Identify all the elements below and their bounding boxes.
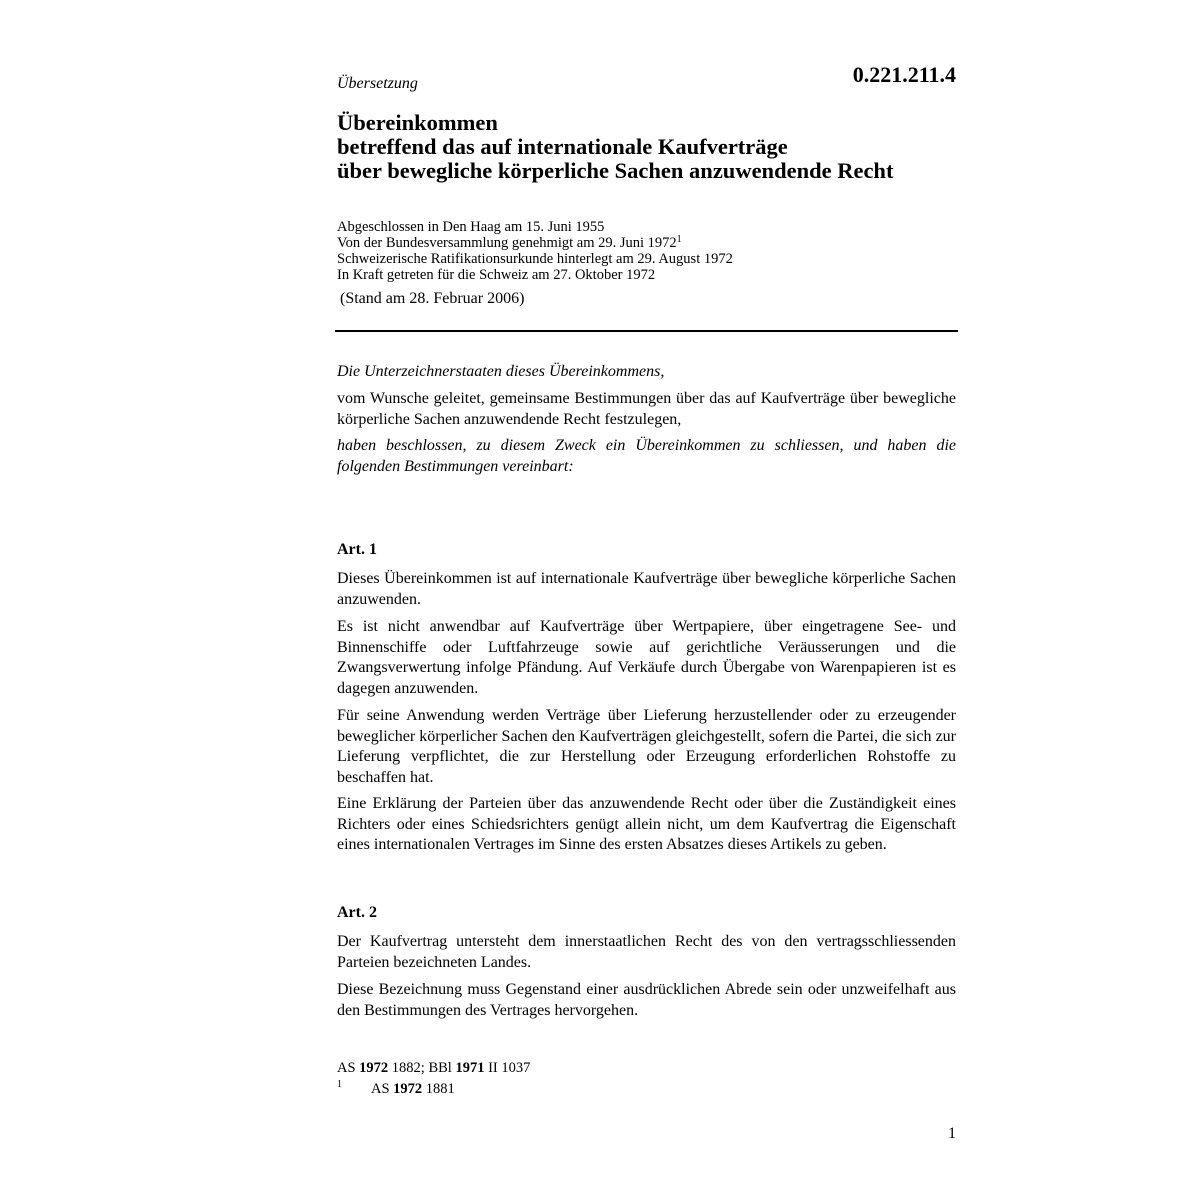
translation-label: Übersetzung (337, 75, 418, 92)
article-1-paragraph-2: Es ist nicht anwendbar auf Kaufverträge über Wertpapiere, über eingetragene See- und Binnenschiffe oder Luftfahrzeuge sowie auf gerichtliche Veräusserungen und die Zwangsverwertung infolge Pfändung. Auf Verkäufe durch Übergabe von Warenpapieren ist es dagegen anzuwenden. (337, 618, 956, 697)
title-line-2: betreffend das auf internationale Kaufverträge (337, 134, 788, 159)
bbl-label: BBl (428, 1060, 452, 1076)
fn1-as-label: AS (371, 1081, 390, 1097)
article-1-paragraph-1: Dieses Übereinkommen ist auf internationale Kaufverträge über bewegliche körperliche Sachen anzuwenden. (337, 570, 956, 608)
header-divider (335, 330, 958, 332)
treaty-metadata (337, 219, 733, 283)
preamble-resolution: haben beschlossen, zu diesem Zweck ein Übereinkommen zu schliessen, und haben die folgenden Bestimmungen vereinbart: (337, 437, 956, 475)
as-label: AS (337, 1060, 356, 1076)
article-2-heading: Art. 2 (337, 904, 377, 921)
footnote-1 (337, 1079, 637, 1099)
as-year: 1972 (359, 1060, 389, 1076)
footnote-1-mark: 1 (337, 1079, 342, 1090)
article-2-paragraph-2: Diese Bezeichnung muss Gegenstand einer ausdrücklichen Abrede sein oder unzweifelhaft aus den Bestimmungen des Vertrages hervorgehen. (337, 981, 956, 1019)
article-1-paragraph-4: Eine Erklärung der Parteien über das anzuwendende Recht oder über die Zuständigkeit eines Richters oder eines Schiedsrichters genügt allein nicht, um dem Kaufvertrag die Eigenschaft eines internationalen Vertrages im Sinne des ersten Absatzes dieses Artikels zu geben. (337, 795, 956, 853)
article-2-paragraph-1: Der Kaufvertrag untersteht dem innerstaatlichen Recht des von den vertragsschliessenden Parteien bezeichneten Landes. (337, 933, 956, 971)
bbl-year: 1971 (455, 1060, 485, 1076)
bbl-ref: II 1037 (488, 1060, 531, 1076)
preamble-wish: vom Wunsche geleitet, gemeinsame Bestimmungen über das auf Kaufverträge über bewegliche körperliche Sachen anzuwendende Recht festzulegen, (337, 390, 956, 428)
approval-text: Von der Bundesversammlung genehmigt am 29. Juni 1972 (337, 235, 677, 251)
sr-number: 0.221.211.4 (852, 62, 956, 87)
title-line-1: Übereinkommen (337, 110, 498, 135)
footnote-ref-1[interactable]: 1 (676, 234, 682, 245)
preamble-intro: Die Unterzeichnerstaaten dieses Übereinkommens, (337, 363, 665, 380)
fn1-year: 1972 (393, 1081, 423, 1097)
approval-date (337, 235, 733, 251)
page-number: 1 (948, 1125, 956, 1142)
status-date: (Stand am 28. Februar 2006) (340, 290, 525, 307)
document-title (337, 111, 893, 183)
source-reference (337, 1058, 530, 1078)
ratification-date: Schweizerische Ratifikationsurkunde hinterlegt am 29. August 1972 (337, 251, 733, 267)
fn1-page: 1881 (425, 1081, 455, 1097)
title-line-3: über bewegliche körperliche Sachen anzuwendende Recht (337, 158, 894, 183)
as-page: 1882; (391, 1060, 425, 1076)
article-1-heading: Art. 1 (337, 541, 377, 558)
concluded-date: Abgeschlossen in Den Haag am 15. Juni 1955 (337, 219, 605, 235)
article-1-paragraph-3: Für seine Anwendung werden Verträge über Lieferung herzustellender oder zu erzeugender beweglicher körperlicher Sachen den Kaufverträgen gleichgestellt, sofern die Partei, die sich zur Lieferung verpflichtet, die zur Herstellung oder Erzeugung erforderlichen Rohstoffe zu beschaffen hat. (337, 707, 956, 786)
in-force-date: In Kraft getreten für die Schweiz am 27. Oktober 1972 (337, 267, 656, 283)
